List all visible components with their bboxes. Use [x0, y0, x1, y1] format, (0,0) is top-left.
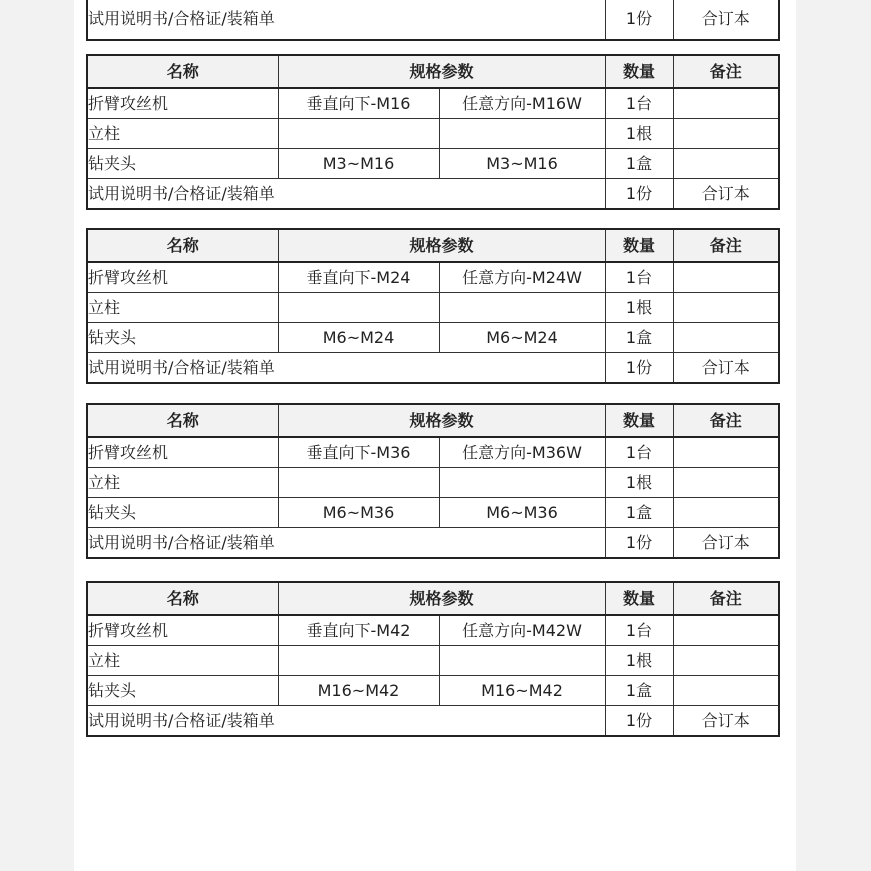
table-row — [87, 646, 779, 676]
header-quantity: 数量 — [605, 229, 673, 262]
quantity-cell: 1盒 — [605, 498, 673, 528]
spec-table-m42 — [86, 581, 780, 737]
spec-any-direction-cell: M3~M16 — [439, 149, 605, 179]
quantity-cell: 1份 — [605, 528, 673, 559]
spec-any-direction-cell — [439, 293, 605, 323]
note-cell: 合订本 — [673, 0, 779, 40]
item-name-cell: 立柱 — [87, 119, 278, 149]
header-name: 名称 — [87, 582, 278, 615]
table-row — [87, 149, 779, 179]
header-name: 名称 — [87, 229, 278, 262]
spec-vertical-cell — [278, 468, 439, 498]
quantity-cell: 1台 — [605, 615, 673, 646]
table-row-footer — [87, 706, 779, 737]
item-name-cell: 试用说明书/合格证/装箱单 — [87, 179, 605, 210]
item-name-cell: 试用说明书/合格证/装箱单 — [87, 528, 605, 559]
quantity-cell: 1台 — [605, 437, 673, 468]
note-cell — [673, 119, 779, 149]
spec-vertical-cell: 垂直向下-M16 — [278, 88, 439, 119]
table-row-footer — [87, 528, 779, 559]
note-cell — [673, 676, 779, 706]
spec-any-direction-cell — [439, 119, 605, 149]
note-cell — [673, 437, 779, 468]
item-name-cell: 试用说明书/合格证/装箱单 — [87, 706, 605, 737]
spec-vertical-cell: M6~M36 — [278, 498, 439, 528]
spec-any-direction-cell — [439, 468, 605, 498]
table-row — [87, 323, 779, 353]
spec-table-partial — [86, 0, 780, 41]
quantity-cell: 1份 — [605, 0, 673, 40]
quantity-cell: 1盒 — [605, 323, 673, 353]
header-quantity: 数量 — [605, 404, 673, 437]
spec-vertical-cell — [278, 293, 439, 323]
table-row — [87, 498, 779, 528]
note-cell — [673, 323, 779, 353]
spec-vertical-cell: 垂直向下-M24 — [278, 262, 439, 293]
header-note: 备注 — [673, 404, 779, 437]
spec-table-m24 — [86, 228, 780, 384]
item-name-cell: 立柱 — [87, 468, 278, 498]
quantity-cell: 1份 — [605, 179, 673, 210]
quantity-cell: 1根 — [605, 468, 673, 498]
spec-any-direction-cell: 任意方向-M16W — [439, 88, 605, 119]
note-cell — [673, 498, 779, 528]
table-row-footer — [87, 0, 779, 40]
table-header-row — [87, 229, 779, 262]
table-row — [87, 119, 779, 149]
table-row — [87, 88, 779, 119]
quantity-cell: 1盒 — [605, 676, 673, 706]
spec-any-direction-cell: 任意方向-M42W — [439, 615, 605, 646]
note-cell: 合订本 — [673, 353, 779, 384]
header-note: 备注 — [673, 55, 779, 88]
note-cell — [673, 293, 779, 323]
table-header-row — [87, 404, 779, 437]
quantity-cell: 1根 — [605, 646, 673, 676]
header-name: 名称 — [87, 55, 278, 88]
note-cell — [673, 615, 779, 646]
table-row — [87, 437, 779, 468]
item-name-cell: 折臂攻丝机 — [87, 615, 278, 646]
item-name-cell: 折臂攻丝机 — [87, 437, 278, 468]
note-cell — [673, 646, 779, 676]
header-spec: 规格参数 — [278, 229, 605, 262]
spec-any-direction-cell: M6~M36 — [439, 498, 605, 528]
spec-vertical-cell: M6~M24 — [278, 323, 439, 353]
header-quantity: 数量 — [605, 55, 673, 88]
spec-table-m16 — [86, 54, 780, 210]
spec-table-m36 — [86, 403, 780, 559]
item-name-cell: 试用说明书/合格证/装箱单 — [87, 353, 605, 384]
spec-vertical-cell: M16~M42 — [278, 676, 439, 706]
spec-vertical-cell: 垂直向下-M42 — [278, 615, 439, 646]
header-spec: 规格参数 — [278, 582, 605, 615]
table-row — [87, 676, 779, 706]
quantity-cell: 1台 — [605, 262, 673, 293]
spec-any-direction-cell: M16~M42 — [439, 676, 605, 706]
spec-any-direction-cell: M6~M24 — [439, 323, 605, 353]
header-spec: 规格参数 — [278, 55, 605, 88]
spec-vertical-cell — [278, 646, 439, 676]
table-header-row — [87, 55, 779, 88]
item-name-cell: 折臂攻丝机 — [87, 262, 278, 293]
spec-any-direction-cell: 任意方向-M24W — [439, 262, 605, 293]
item-name-cell: 立柱 — [87, 293, 278, 323]
item-name-cell: 钻夹头 — [87, 498, 278, 528]
note-cell — [673, 149, 779, 179]
table-row — [87, 468, 779, 498]
note-cell — [673, 262, 779, 293]
table-header-row — [87, 582, 779, 615]
table-row — [87, 262, 779, 293]
note-cell — [673, 88, 779, 119]
spec-any-direction-cell: 任意方向-M36W — [439, 437, 605, 468]
note-cell: 合订本 — [673, 528, 779, 559]
note-cell — [673, 468, 779, 498]
item-name-cell: 钻夹头 — [87, 323, 278, 353]
item-name-cell: 钻夹头 — [87, 676, 278, 706]
item-name-cell: 试用说明书/合格证/装箱单 — [87, 0, 605, 40]
header-spec: 规格参数 — [278, 404, 605, 437]
quantity-cell: 1份 — [605, 353, 673, 384]
table-row — [87, 615, 779, 646]
table-row-footer — [87, 353, 779, 384]
spec-vertical-cell: M3~M16 — [278, 149, 439, 179]
item-name-cell: 立柱 — [87, 646, 278, 676]
item-name-cell: 折臂攻丝机 — [87, 88, 278, 119]
header-note: 备注 — [673, 582, 779, 615]
quantity-cell: 1根 — [605, 119, 673, 149]
table-row — [87, 293, 779, 323]
table-row-footer — [87, 179, 779, 210]
spec-any-direction-cell — [439, 646, 605, 676]
quantity-cell: 1根 — [605, 293, 673, 323]
note-cell: 合订本 — [673, 179, 779, 210]
header-quantity: 数量 — [605, 582, 673, 615]
spec-vertical-cell — [278, 119, 439, 149]
quantity-cell: 1台 — [605, 88, 673, 119]
header-name: 名称 — [87, 404, 278, 437]
note-cell: 合订本 — [673, 706, 779, 737]
item-name-cell: 钻夹头 — [87, 149, 278, 179]
quantity-cell: 1盒 — [605, 149, 673, 179]
spec-vertical-cell: 垂直向下-M36 — [278, 437, 439, 468]
quantity-cell: 1份 — [605, 706, 673, 737]
header-note: 备注 — [673, 229, 779, 262]
